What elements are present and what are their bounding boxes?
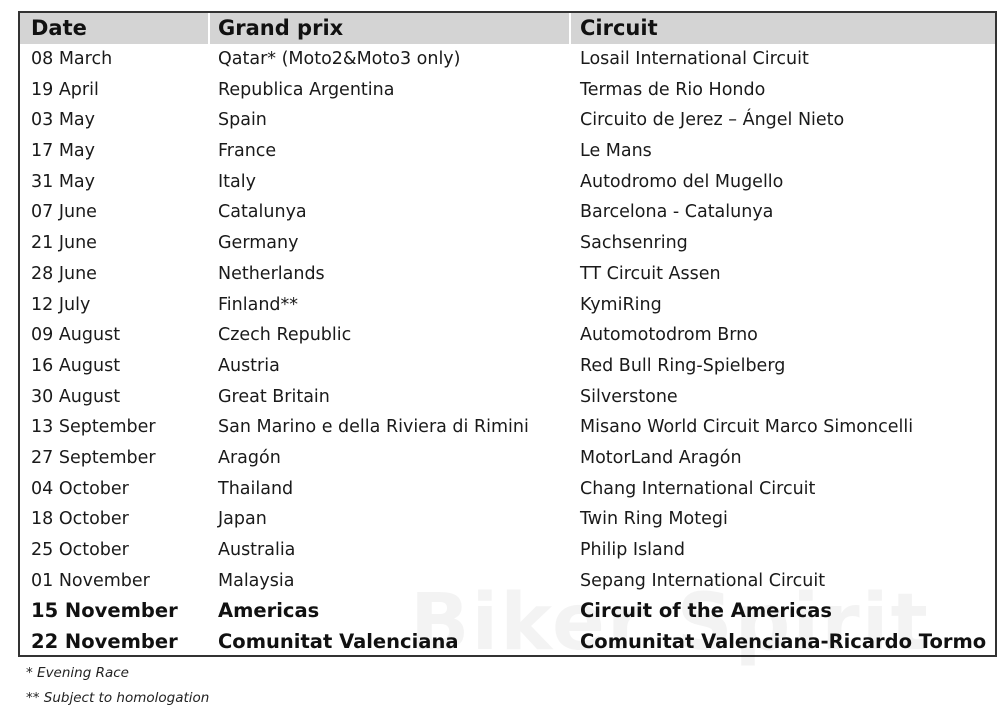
- circuit-cell: Misano World Circuit Marco Simoncelli: [580, 417, 914, 438]
- table-row: [20, 535, 995, 566]
- header-grand-prix: Grand prix: [218, 16, 344, 40]
- date-cell: 19 April: [31, 79, 99, 100]
- circuit-cell: Barcelona - Catalunya: [580, 202, 774, 223]
- date-cell: 07 June: [31, 202, 97, 223]
- grand-prix-cell: Aragón: [218, 447, 281, 468]
- circuit-cell: Automotodrom Brno: [580, 325, 758, 346]
- date-cell: 04 October: [31, 478, 129, 499]
- circuit-cell: Comunitat Valenciana-Ricardo Tormo: [580, 630, 987, 654]
- date-cell: 08 March: [31, 49, 113, 69]
- grand-prix-cell: Spain: [218, 110, 267, 131]
- circuit-cell: Silverstone: [580, 386, 678, 407]
- table-row: [20, 44, 995, 75]
- date-cell: 28 June: [31, 263, 97, 284]
- grand-prix-cell: Finland**: [218, 294, 299, 315]
- calendar-table: [18, 11, 997, 657]
- table-row: [20, 504, 995, 535]
- date-cell: 01 November: [31, 570, 150, 591]
- circuit-cell: Sachsenring: [580, 233, 688, 254]
- date-cell: 16 August: [31, 355, 121, 376]
- grand-prix-cell: Austria: [218, 355, 280, 376]
- grand-prix-cell: Catalunya: [218, 202, 307, 223]
- footnote-homologation: ** Subject to homologation: [26, 690, 210, 706]
- circuit-cell: Circuit of the Americas: [580, 599, 832, 623]
- table-row: [20, 167, 995, 198]
- circuit-cell: Circuito de Jerez – Ángel Nieto: [580, 110, 845, 131]
- grand-prix-cell: Republica Argentina: [218, 79, 395, 100]
- date-cell: 27 September: [31, 447, 156, 468]
- table-row: [20, 351, 995, 382]
- table-row: [20, 228, 995, 259]
- date-cell: 25 October: [31, 540, 129, 560]
- circuit-cell: Termas de Rio Hondo: [580, 79, 766, 100]
- table-row: [20, 596, 995, 627]
- table-row: [20, 474, 995, 505]
- grand-prix-cell: France: [218, 141, 277, 162]
- date-cell: 09 August: [31, 325, 121, 346]
- table-row: [20, 320, 995, 351]
- grand-prix-cell: Comunitat Valenciana: [218, 630, 459, 654]
- date-cell: 31 May: [31, 171, 96, 192]
- date-cell: 22 November: [31, 630, 178, 654]
- circuit-cell: Chang International Circuit: [580, 478, 816, 499]
- table-row: [20, 290, 995, 321]
- grand-prix-cell: Malaysia: [218, 570, 295, 591]
- header-circuit: Circuit: [580, 16, 658, 40]
- grand-prix-cell: Thailand: [218, 478, 294, 499]
- header-divider: [569, 13, 571, 44]
- date-cell: 03 May: [31, 110, 96, 131]
- grand-prix-cell: Germany: [218, 233, 299, 254]
- date-cell: 30 August: [31, 386, 121, 407]
- table-row: [20, 197, 995, 228]
- grand-prix-cell: Netherlands: [218, 263, 325, 284]
- grand-prix-cell: Australia: [218, 540, 296, 560]
- circuit-cell: Autodromo del Mugello: [580, 171, 784, 192]
- table-row: [20, 105, 995, 136]
- table-row: [20, 443, 995, 474]
- header-date: Date: [31, 16, 87, 40]
- circuit-cell: MotorLand Aragón: [580, 447, 742, 468]
- circuit-cell: Red Bull Ring-Spielberg: [580, 355, 786, 376]
- table-row: [20, 259, 995, 290]
- circuit-cell: KymiRing: [580, 294, 662, 315]
- date-cell: 18 October: [31, 509, 129, 530]
- date-cell: 12 July: [31, 294, 91, 315]
- date-cell: 13 September: [31, 417, 156, 438]
- grand-prix-cell: Qatar* (Moto2&Moto3 only): [218, 49, 461, 69]
- circuit-cell: Philip Island: [580, 540, 685, 560]
- grand-prix-cell: Italy: [218, 171, 256, 192]
- circuit-cell: Twin Ring Motegi: [580, 509, 728, 530]
- table-body: [20, 44, 995, 657]
- date-cell: 21 June: [31, 233, 97, 254]
- date-cell: 17 May: [31, 141, 96, 162]
- table-row: [20, 627, 995, 657]
- grand-prix-cell: San Marino e della Riviera di Rimini: [218, 417, 529, 438]
- header-divider: [208, 13, 210, 44]
- table-header: [20, 13, 995, 44]
- grand-prix-cell: Japan: [218, 509, 267, 530]
- grand-prix-cell: Great Britain: [218, 386, 330, 407]
- table-row: [20, 136, 995, 167]
- table-row: [20, 566, 995, 597]
- date-cell: 15 November: [31, 599, 178, 623]
- footnote-evening-race: * Evening Race: [26, 665, 129, 681]
- table-row: [20, 382, 995, 413]
- circuit-cell: Losail International Circuit: [580, 49, 809, 69]
- table-row: [20, 412, 995, 443]
- grand-prix-cell: Americas: [218, 599, 320, 623]
- circuit-cell: Le Mans: [580, 141, 652, 162]
- table-row: [20, 75, 995, 106]
- circuit-cell: Sepang International Circuit: [580, 570, 826, 591]
- circuit-cell: TT Circuit Assen: [580, 263, 721, 284]
- grand-prix-cell: Czech Republic: [218, 325, 352, 346]
